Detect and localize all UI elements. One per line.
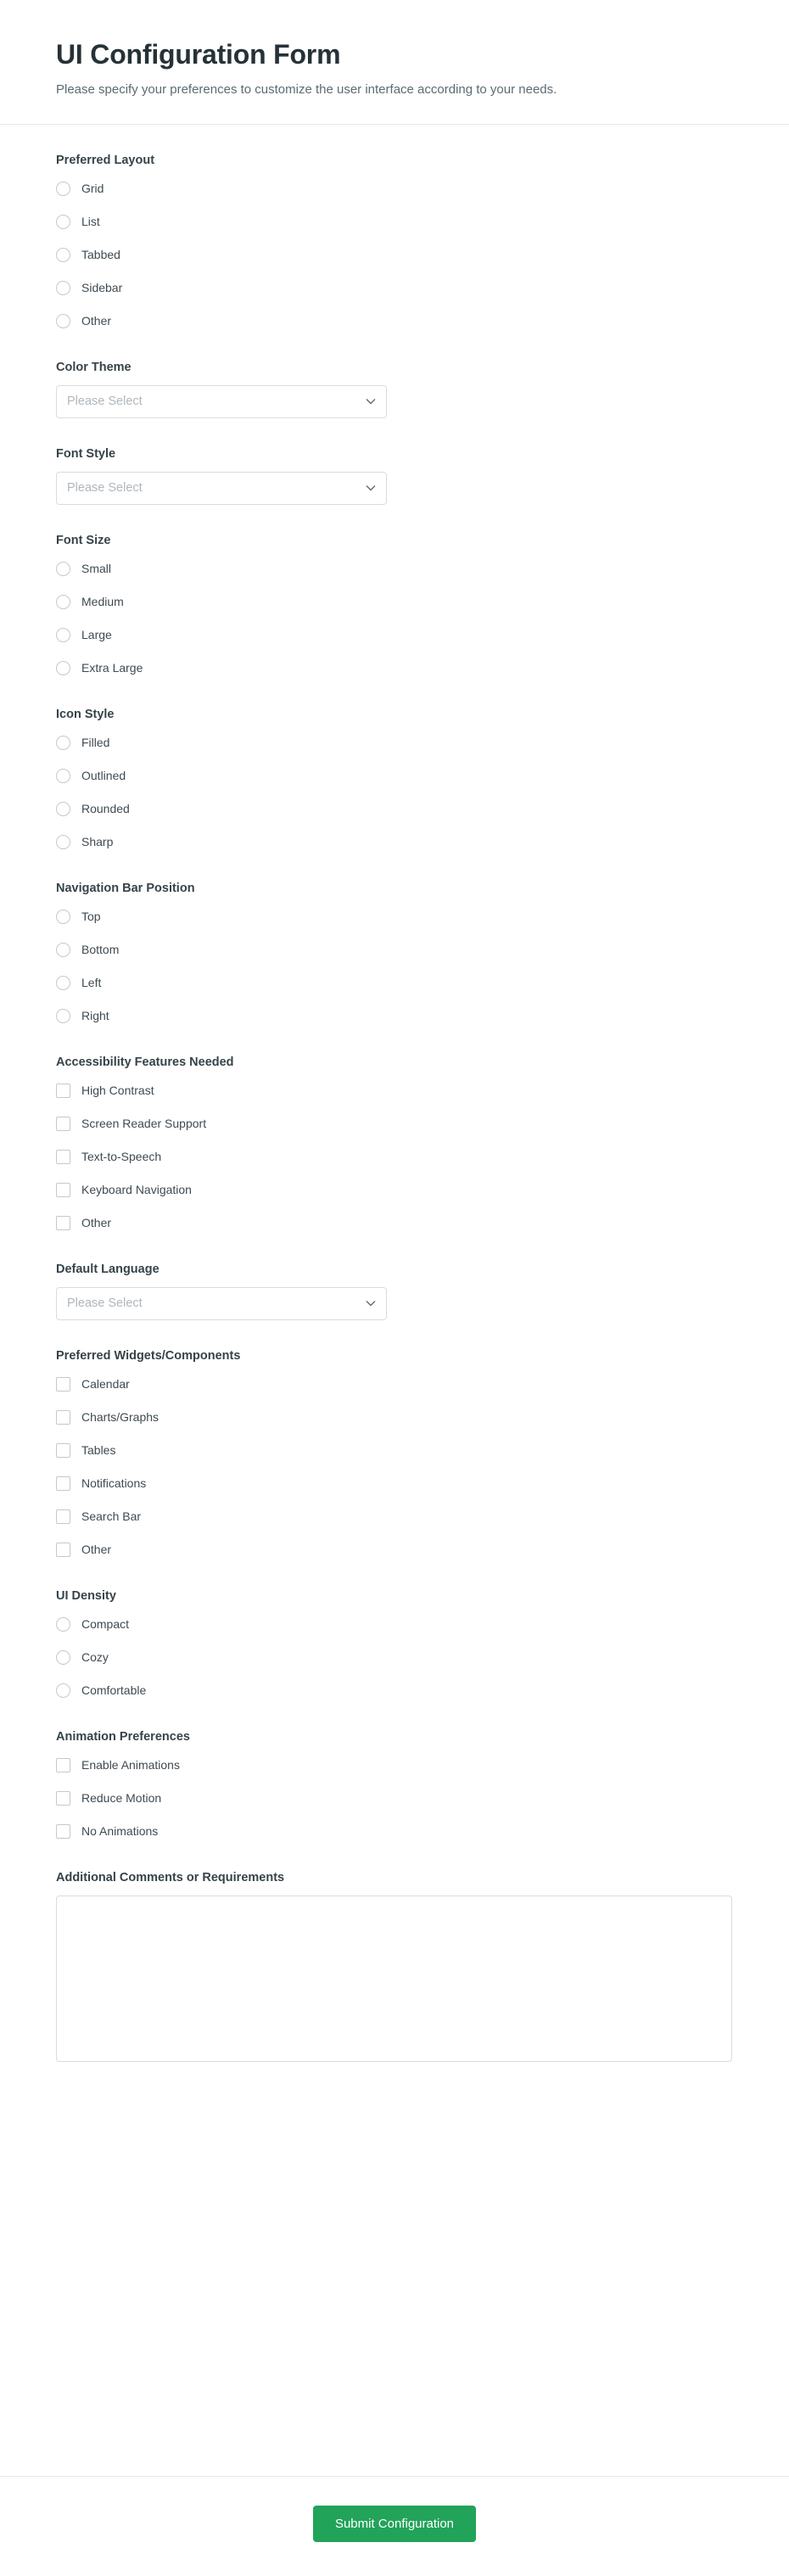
checkbox-option-charts-graphs[interactable] (56, 1407, 733, 1428)
option-label: Rounded (81, 802, 130, 815)
option-label: Left (81, 976, 102, 989)
option-label: High Contrast (81, 1084, 154, 1097)
checkbox-icon[interactable] (56, 1377, 70, 1392)
option-label: Small (81, 562, 112, 575)
form-header (0, 0, 789, 125)
option-label: Reduce Motion (81, 1791, 162, 1805)
radio-option-density-comfortable[interactable] (56, 1680, 733, 1701)
radio-icon[interactable] (56, 976, 70, 990)
radio-icon[interactable] (56, 595, 70, 609)
checkbox-icon[interactable] (56, 1117, 70, 1131)
option-label: Tabbed (81, 248, 120, 261)
option-label: Top (81, 910, 101, 923)
field-color-theme (56, 361, 733, 418)
radio-icon[interactable] (56, 628, 70, 642)
checkbox-option-no-animations[interactable] (56, 1821, 733, 1842)
option-label: Outlined (81, 769, 126, 782)
option-label: Charts/Graphs (81, 1410, 159, 1424)
radio-option-navpos-left[interactable] (56, 972, 733, 994)
field-label-preferred-layout: Preferred Layout (56, 153, 155, 167)
radio-icon[interactable] (56, 248, 70, 262)
option-label: Compact (81, 1617, 130, 1631)
radio-icon[interactable] (56, 562, 70, 576)
option-label: Notifications (81, 1476, 147, 1490)
page-subtitle: Please specify your preferences to customize the user interface according to your needs. (56, 82, 557, 97)
radio-icon[interactable] (56, 769, 70, 783)
option-label: Extra Large (81, 661, 143, 675)
option-label: Grid (81, 182, 104, 195)
radio-icon[interactable] (56, 943, 70, 957)
checkbox-icon[interactable] (56, 1758, 70, 1772)
option-label: Other (81, 1543, 112, 1556)
checkbox-option-search-bar[interactable] (56, 1506, 733, 1527)
option-label: Cozy (81, 1650, 109, 1664)
field-default-language (56, 1263, 733, 1320)
option-label: No Animations (81, 1824, 159, 1838)
form-footer (0, 2476, 789, 2576)
form-body (0, 125, 789, 2461)
radio-icon[interactable] (56, 182, 70, 196)
checkbox-option-accessibility-other[interactable] (56, 1212, 733, 1234)
option-label: Filled (81, 736, 110, 749)
field-font-size (56, 534, 733, 679)
field-label-ui-density: UI Density (56, 1588, 116, 1603)
option-label: Keyboard Navigation (81, 1183, 192, 1196)
field-additional-comments (56, 1871, 733, 2062)
option-label: Enable Animations (81, 1758, 180, 1772)
radio-option-layout-tabbed[interactable] (56, 244, 733, 266)
checkbox-option-enable-animations[interactable] (56, 1755, 733, 1776)
field-label-animation-preferences: Animation Preferences (56, 1729, 190, 1744)
radio-option-density-compact[interactable] (56, 1614, 733, 1635)
field-label-accessibility-features: Accessibility Features Needed (56, 1055, 234, 1069)
radio-icon[interactable] (56, 835, 70, 849)
option-label: Text-to-Speech (81, 1150, 162, 1163)
field-icon-style (56, 708, 733, 853)
option-label: Other (81, 314, 112, 328)
option-label: Comfortable (81, 1683, 147, 1697)
checkbox-icon[interactable] (56, 1410, 70, 1425)
checkbox-option-text-to-speech[interactable] (56, 1146, 733, 1168)
checkbox-option-high-contrast[interactable] (56, 1080, 733, 1101)
radio-icon[interactable] (56, 661, 70, 675)
radio-option-iconstyle-outlined[interactable] (56, 765, 733, 787)
checkbox-icon[interactable] (56, 1791, 70, 1806)
checkbox-icon[interactable] (56, 1476, 70, 1491)
radio-icon[interactable] (56, 1617, 70, 1632)
checkbox-icon[interactable] (56, 1509, 70, 1524)
field-label-additional-comments: Additional Comments or Requirements (56, 1870, 285, 1884)
radio-icon[interactable] (56, 281, 70, 295)
select-wrapper-color-theme[interactable] (56, 385, 387, 418)
field-font-style (56, 447, 733, 505)
checkbox-icon[interactable] (56, 1183, 70, 1197)
field-label-preferred-widgets: Preferred Widgets/Components (56, 1348, 241, 1363)
field-label-default-language: Default Language (56, 1262, 159, 1276)
radio-icon[interactable] (56, 215, 70, 229)
checkbox-option-widgets-other[interactable] (56, 1539, 733, 1560)
radio-option-iconstyle-sharp[interactable] (56, 832, 733, 853)
radio-option-navpos-right[interactable] (56, 1005, 733, 1027)
field-label-font-size: Font Size (56, 533, 111, 547)
radio-icon[interactable] (56, 1009, 70, 1023)
option-label: Medium (81, 595, 124, 608)
field-label-icon-style: Icon Style (56, 707, 115, 721)
field-preferred-layout (56, 154, 733, 332)
additional-comments-textarea[interactable] (56, 1896, 732, 2062)
checkbox-option-tables[interactable] (56, 1440, 733, 1461)
field-nav-bar-position (56, 882, 733, 1027)
page-title: UI Configuration Form (56, 39, 341, 70)
option-label: Calendar (81, 1377, 130, 1391)
radio-option-fontsize-extra-large[interactable] (56, 658, 733, 679)
select-default-language[interactable]: Please Select (56, 1287, 387, 1320)
radio-option-layout-grid[interactable] (56, 178, 733, 199)
checkbox-icon[interactable] (56, 1084, 70, 1098)
radio-option-density-cozy[interactable] (56, 1647, 733, 1668)
radio-option-layout-other[interactable] (56, 311, 733, 332)
field-animation-preferences (56, 1730, 733, 1842)
checkbox-icon[interactable] (56, 1443, 70, 1458)
radio-option-navpos-top[interactable] (56, 906, 733, 927)
option-label: List (81, 215, 100, 228)
radio-icon[interactable] (56, 802, 70, 816)
radio-option-iconstyle-filled[interactable] (56, 732, 733, 753)
select-color-theme[interactable]: Please Select (56, 385, 387, 418)
checkbox-icon[interactable] (56, 1150, 70, 1164)
option-label: Other (81, 1216, 112, 1229)
radio-icon[interactable] (56, 910, 70, 924)
option-label: Bottom (81, 943, 120, 956)
option-label: Tables (81, 1443, 116, 1457)
field-ui-density (56, 1589, 733, 1701)
field-label-nav-bar-position: Navigation Bar Position (56, 881, 195, 895)
field-accessibility-features (56, 1056, 733, 1234)
option-label: Sidebar (81, 281, 123, 294)
option-label: Large (81, 628, 112, 641)
radio-option-navpos-bottom[interactable] (56, 939, 733, 960)
option-label: Screen Reader Support (81, 1117, 207, 1130)
option-label: Search Bar (81, 1509, 142, 1523)
checkbox-option-calendar[interactable] (56, 1374, 733, 1395)
option-label: Right (81, 1009, 109, 1022)
checkbox-icon[interactable] (56, 1216, 70, 1230)
radio-icon[interactable] (56, 314, 70, 328)
checkbox-icon[interactable] (56, 1543, 70, 1557)
field-preferred-widgets (56, 1349, 733, 1560)
submit-button[interactable]: Submit Configuration (313, 2506, 476, 2542)
radio-icon[interactable] (56, 1650, 70, 1665)
checkbox-icon[interactable] (56, 1824, 70, 1839)
radio-option-iconstyle-rounded[interactable] (56, 798, 733, 820)
select-wrapper-font-style[interactable] (56, 472, 387, 505)
checkbox-option-notifications[interactable] (56, 1473, 733, 1494)
field-label-color-theme: Color Theme (56, 360, 132, 374)
select-font-style[interactable]: Please Select (56, 472, 387, 505)
radio-option-layout-list[interactable] (56, 211, 733, 232)
field-label-font-style: Font Style (56, 446, 116, 461)
radio-option-fontsize-medium[interactable] (56, 591, 733, 613)
radio-icon[interactable] (56, 1683, 70, 1698)
checkbox-option-reduce-motion[interactable] (56, 1788, 733, 1809)
radio-icon[interactable] (56, 736, 70, 750)
select-wrapper-default-language[interactable] (56, 1287, 387, 1320)
checkbox-option-keyboard-navigation[interactable] (56, 1179, 733, 1201)
radio-option-fontsize-large[interactable] (56, 624, 733, 646)
checkbox-option-screen-reader-support[interactable] (56, 1113, 733, 1134)
radio-option-fontsize-small[interactable] (56, 558, 733, 580)
option-label: Sharp (81, 835, 114, 848)
radio-option-layout-sidebar[interactable] (56, 277, 733, 299)
